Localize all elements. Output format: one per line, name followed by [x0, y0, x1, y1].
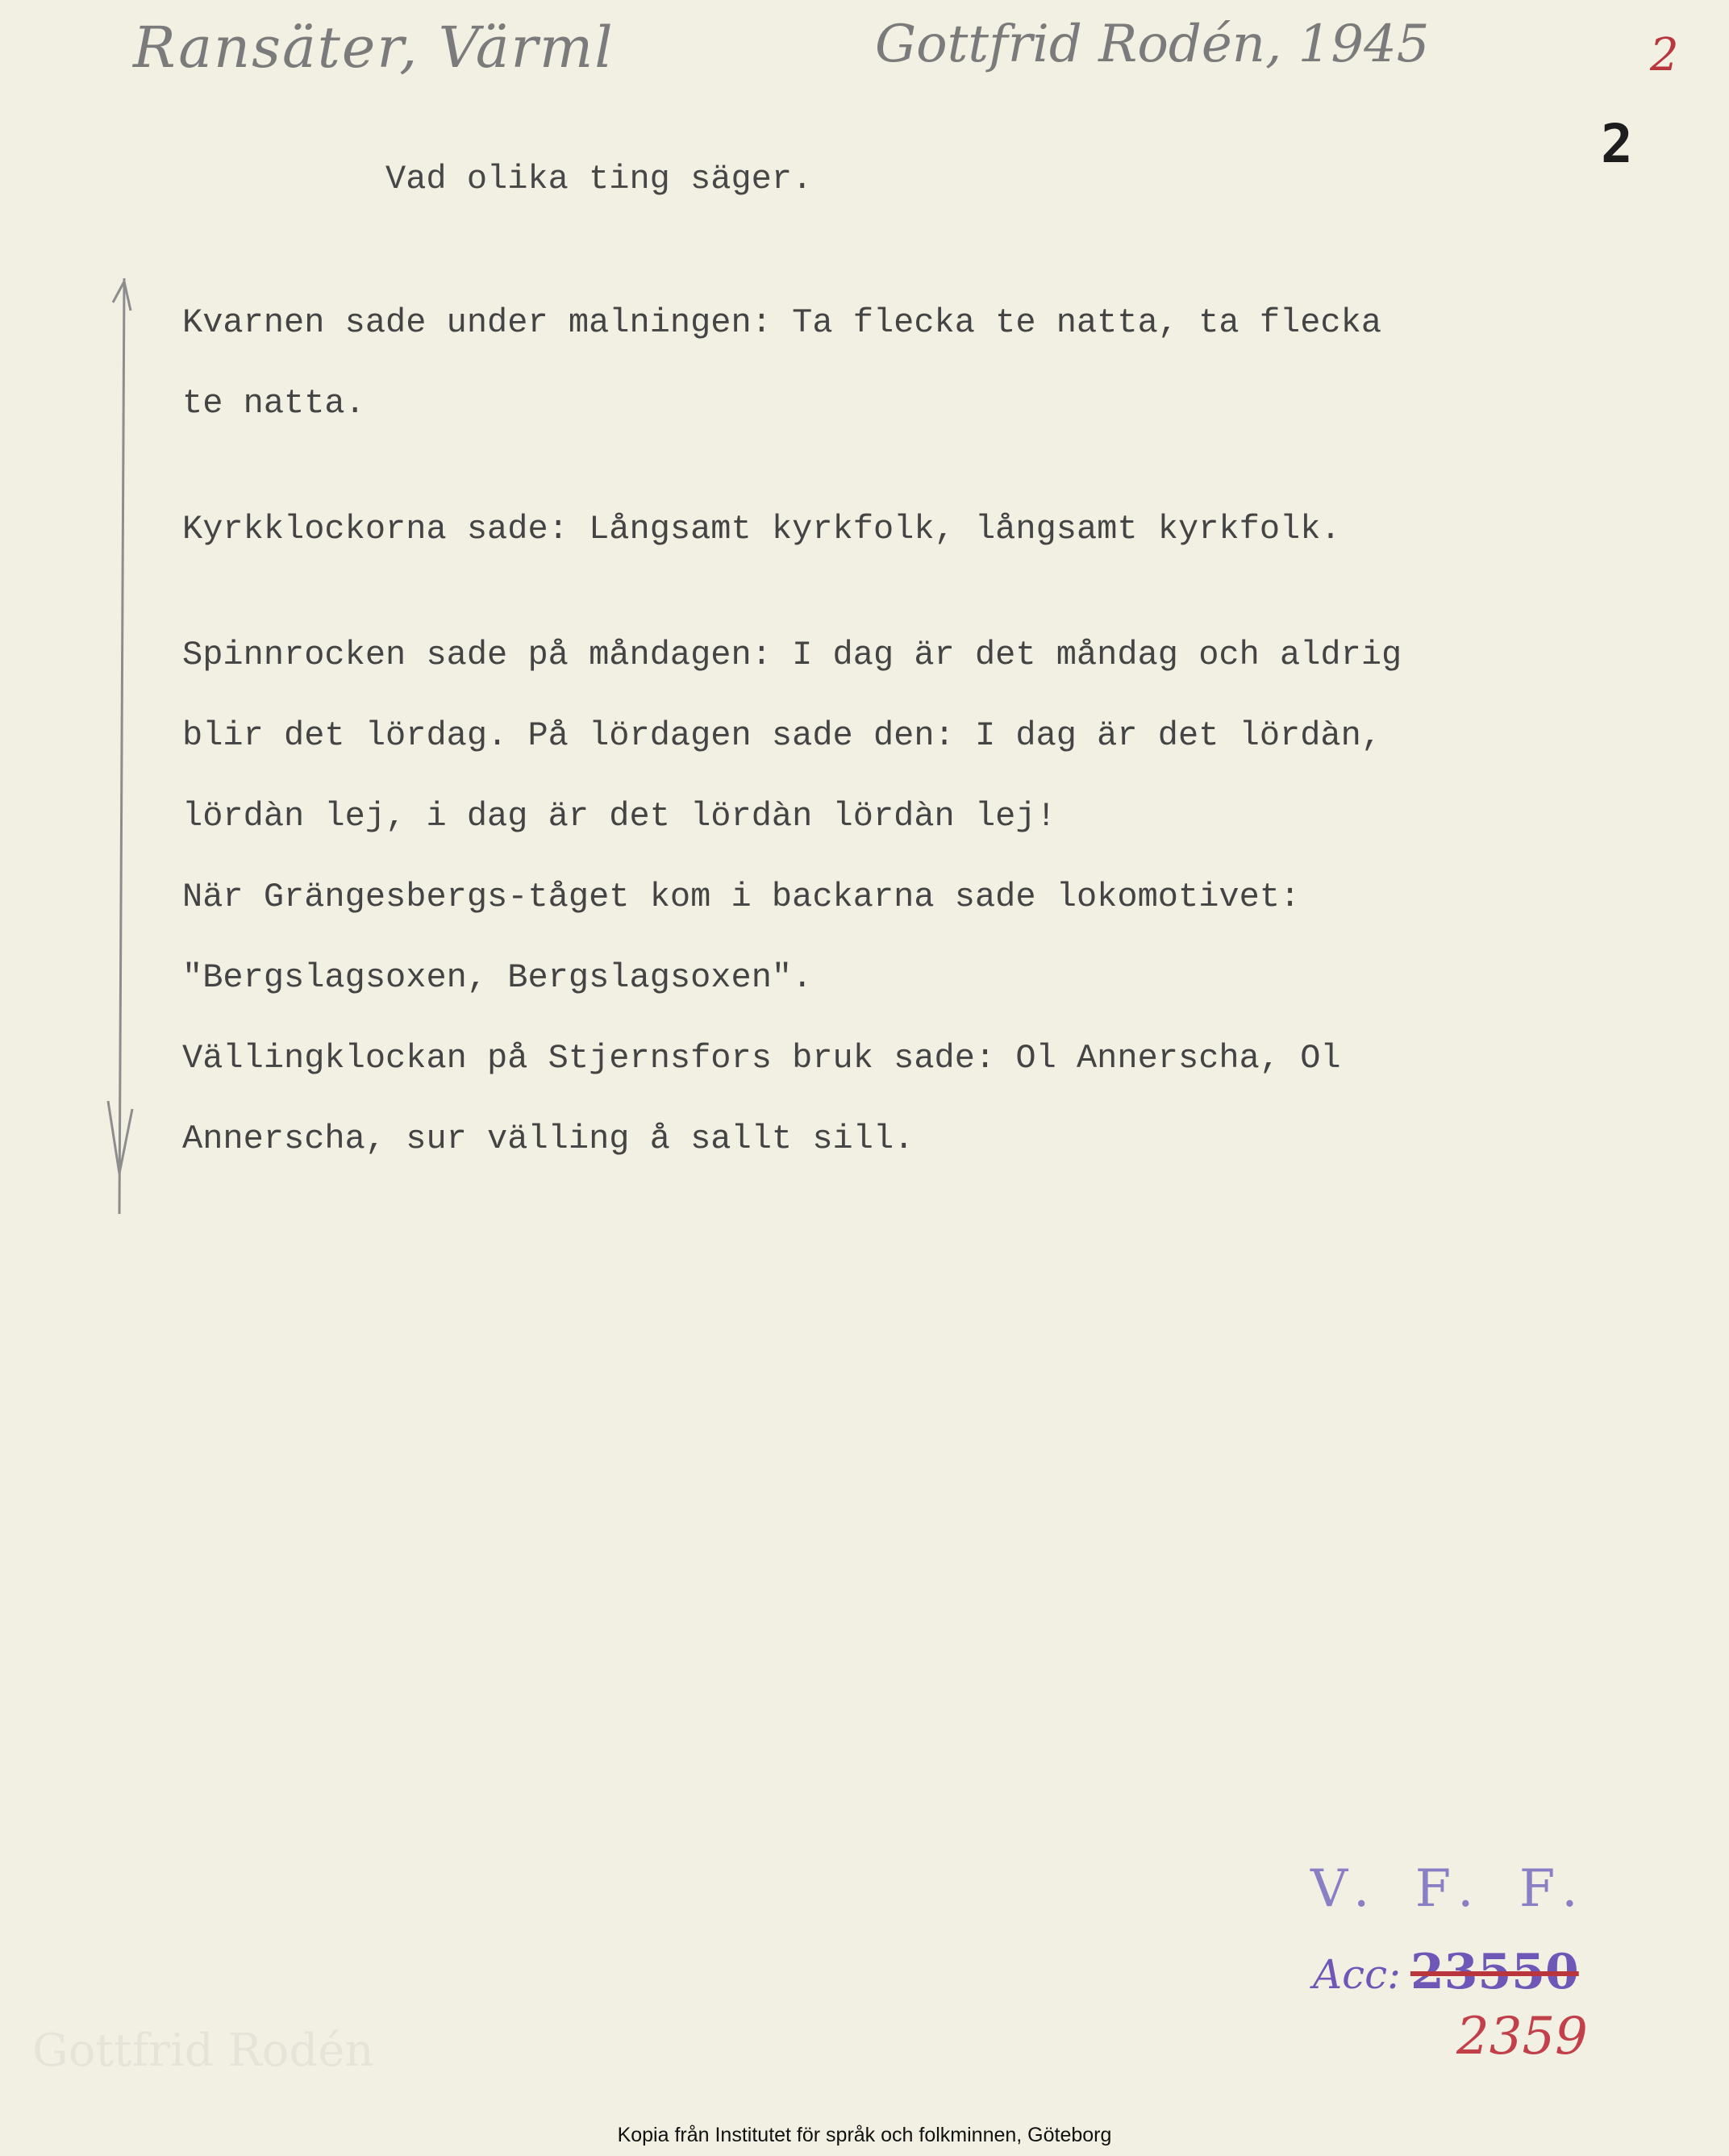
accession-number: 2359: [1456, 2007, 1588, 2066]
text-line: "Bergslagsoxen, Bergslagsoxen".: [182, 958, 813, 997]
handwritten-page-mark: 2: [1650, 29, 1679, 81]
text-line: te natta.: [182, 384, 365, 423]
document-title: Vad olika ting säger.: [385, 160, 813, 198]
accession-stamp: [1313, 1944, 1579, 2000]
accession-struck-number: 23550: [1410, 1944, 1579, 2000]
paragraph-bells: [182, 489, 1682, 569]
vff-stamp: V. F. F.: [1310, 1859, 1593, 1919]
text-line: lördàn lej, i dag är det lördàn lördàn lej!: [182, 797, 1056, 836]
text-line: blir det lördag. På lördagen sade den: I dag är det lördàn,: [182, 716, 1382, 755]
text-line: Kvarnen sade under malningen: Ta flecka te natta, ta flecka: [182, 303, 1382, 342]
ghost-stamp-text: Gottfrid Rodén: [32, 2025, 374, 2077]
text-line: Vällingklockan på Stjernsfors bruk sade: Ol Annerscha, Ol: [182, 1039, 1341, 1078]
text-line: Annerscha, sur välling å sallt sill.: [182, 1120, 914, 1158]
handwritten-place: Ransäter, Värml: [133, 15, 615, 81]
text-line: Kyrkklockorna sade: Långsamt kyrkfolk, långsamt kyrkfolk.: [182, 510, 1341, 548]
paragraph-spinning-wheel: [182, 615, 1682, 1179]
copy-footer: Kopia från Institutet för språk och folkminnen, Göteborg: [617, 2124, 1112, 2146]
margin-bracket-line: [105, 278, 153, 1214]
page-number: 2: [1601, 113, 1633, 175]
paragraph-mill: [182, 282, 1682, 444]
accession-label: Acc:: [1313, 1951, 1401, 1998]
body-text: [182, 282, 1682, 1179]
handwritten-author: Gottfrid Rodén, 1945: [875, 15, 1430, 74]
text-line: När Grängesbergs-tåget kom i backarna sade lokomotivet:: [182, 878, 1301, 916]
text-line: Spinnrocken sade på måndagen: I dag är det måndag och aldrig: [182, 636, 1402, 674]
